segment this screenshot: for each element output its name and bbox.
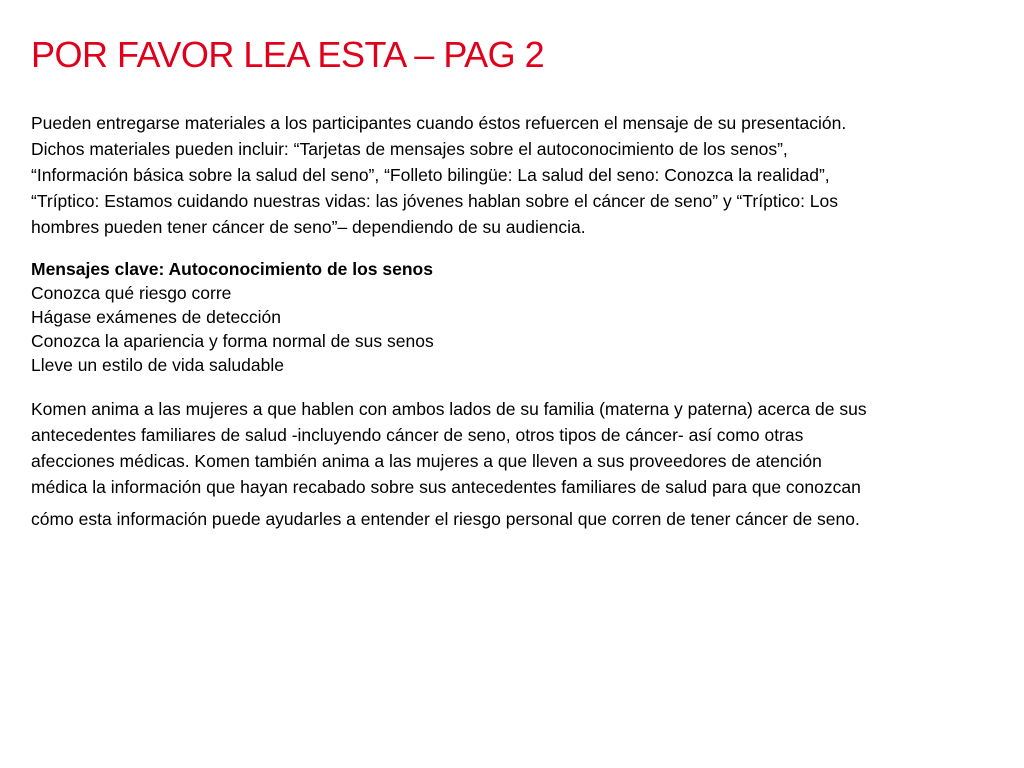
paragraph-line: antecedentes familiares de salud -incluyendo cáncer de seno, otros tipos de cáncer- así como otras bbox=[31, 425, 804, 445]
paragraph-line: cómo esta información puede ayudarles a entender el riesgo personal que corren de tener cáncer de seno. bbox=[31, 509, 860, 529]
paragraph-line: hombres pueden tener cáncer de seno”– dependiendo de su audiencia. bbox=[31, 217, 586, 237]
materials-paragraph bbox=[31, 110, 1006, 240]
key-message-item: Conozca qué riesgo corre bbox=[31, 283, 232, 303]
slide-title: POR FAVOR LEA ESTA – PAG 2 bbox=[31, 34, 545, 75]
paragraph-line: afecciones médicas. Komen también anima a las mujeres a que lleven a sus proveedores de atención bbox=[31, 451, 822, 471]
key-message-item: Hágase exámenes de detección bbox=[31, 307, 282, 327]
komen-paragraph bbox=[31, 396, 1006, 532]
key-message-item: Lleve un estilo de vida saludable bbox=[31, 355, 284, 375]
paragraph-line: Komen anima a las mujeres a que hablen con ambos lados de su familia (materna y paterna) acerca de sus bbox=[31, 399, 867, 419]
paragraph-line: Dichos materiales pueden incluir: “Tarjetas de mensajes sobre el autoconocimiento de los senos”, bbox=[31, 139, 788, 159]
paragraph-line: “Tríptico: Estamos cuidando nuestras vidas: las jóvenes hablan sobre el cáncer de seno” y “Tríptico: Los bbox=[31, 191, 839, 211]
paragraph-line: Pueden entregarse materiales a los participantes cuando éstos refuercen el mensaje de su presentación. bbox=[31, 113, 847, 133]
key-messages-list bbox=[31, 257, 434, 377]
paragraph-line: “Información básica sobre la salud del seno”, “Folleto bilingüe: La salud del seno: Conozca la realidad”, bbox=[31, 165, 830, 185]
key-messages-heading: Mensajes clave: Autoconocimiento de los senos bbox=[31, 259, 433, 279]
key-message-item: Conozca la apariencia y forma normal de sus senos bbox=[31, 331, 434, 351]
paragraph-line: médica la información que hayan recabado sobre sus antecedentes familiares de salud para que conozcan bbox=[31, 477, 861, 497]
